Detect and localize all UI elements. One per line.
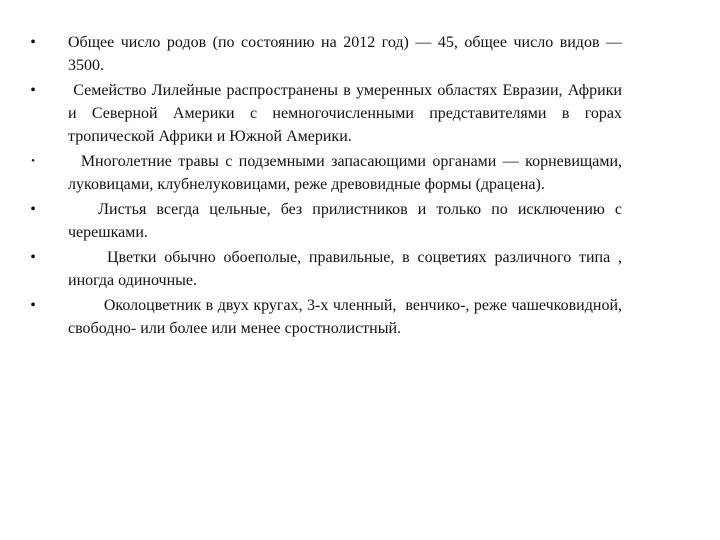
bullet-icon: • — [30, 201, 36, 218]
bullet-icon: • — [30, 249, 36, 266]
bullet-text: Общее число родов (по состоянию на 2012 год) — 45, общее число видов — 3500. — [68, 34, 626, 74]
list-item — [28, 150, 627, 196]
list-item — [28, 294, 626, 340]
list-item — [28, 31, 626, 77]
bullet-text: Околоцветник в двух кругах, 3-х членный, венчико-, реже чашечковидной, свободно- или более или менее сростнолистный. — [68, 297, 626, 337]
bullet-text: Многолетние травы с подземными запасающими органами — корневищами, луковицами, клубнелуковицами, реже древовидные формы (драцена). — [68, 153, 627, 193]
list-item — [28, 79, 626, 148]
bullet-list — [28, 31, 627, 342]
bullet-text: Цветки обычно обоеполые, правильные, в соцветиях различного типа , иногда одиночные. — [68, 249, 627, 289]
list-item — [28, 198, 626, 244]
list-item — [28, 246, 627, 292]
bullet-icon: • — [30, 297, 36, 314]
bullet-text: Листья всегда цельные, без прилистников и только по исключению с черешками. — [68, 201, 626, 241]
bullet-text: Семейство Лилейные распространены в умеренных областях Евразии, Африки и Северной Америки с немногочисленными представителями в горах тропической Африки и Южной Америки. — [68, 82, 626, 145]
bullet-icon: • — [31, 155, 35, 167]
bullet-icon: • — [30, 34, 36, 51]
bullet-icon: • — [30, 82, 36, 99]
